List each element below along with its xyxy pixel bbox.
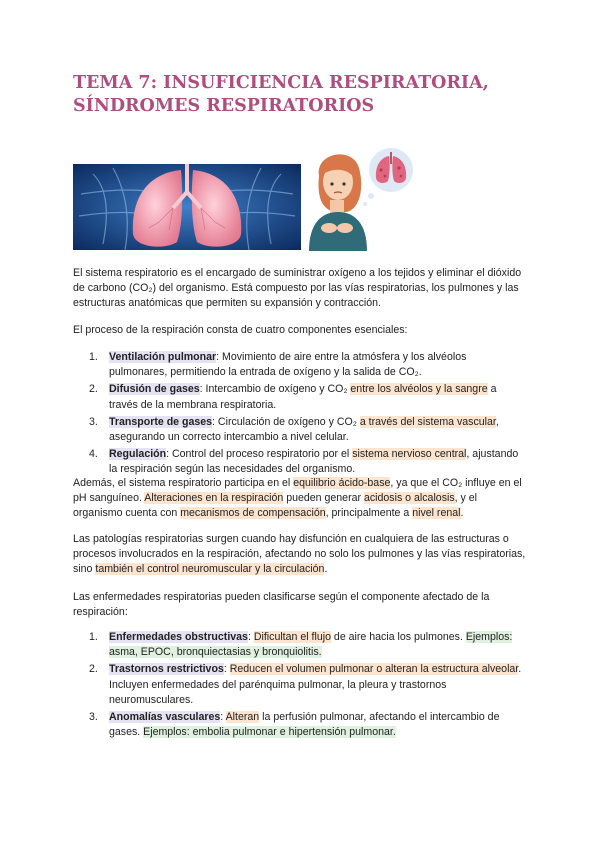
list-item: 3. Transporte de gases: Circulación de oxígeno y CO₂ a través del sistema vascular, asegurando un correcto intercambio a nivel celular. — [89, 415, 499, 444]
highlight: Dificultan el flujo — [253, 631, 331, 643]
intro-paragraph: El sistema respiratorio es el encargado de suministrar oxígeno a los tejidos y eliminar el dióxido de carbono (CO₂) del organismo. Está compuesto por las vías respiratorias, los pulmones y las estructuras anatómicas que permiten su expansión y contracción. — [73, 267, 522, 310]
highlight: Alteran — [225, 711, 260, 724]
highlight: acidosis o alcalosis — [363, 492, 455, 505]
term-regulacion: Regulación — [109, 448, 167, 461]
term-ventilacion: Ventilación pulmonar — [109, 351, 217, 363]
highlight: equilibrio ácido-base — [293, 477, 391, 489]
highlight: también el control neuromuscular y la circulación — [95, 563, 325, 576]
list-item: 2. Difusión de gases: Intercambio de oxígeno y CO₂ entre los alvéolos y la sangre a través de la membrana respiratoria. — [89, 383, 497, 411]
lungs-illustration — [73, 164, 301, 250]
highlight: a través del sistema vascular — [359, 415, 496, 428]
highlight: entre los alvéolos y la sangre — [350, 383, 488, 396]
example-highlight: Ejemplos: asma, EPOC, bronquiectasias y bronquiolitis. — [109, 631, 513, 659]
highlight: mecanismos de compensación — [180, 507, 326, 520]
components-intro: El proceso de la respiración consta de cuatro componentes esenciales: — [73, 324, 408, 336]
title-line-2: SÍNDROMES RESPIRATORIOS — [73, 96, 375, 116]
highlight: Reducen el volumen pulmonar o alteran la estructura alveolar — [229, 663, 519, 676]
list-item: 2. Trastornos restrictivos: Reducen el volumen pulmonar o alteran la estructura alveolar. Incluyen enfermedades del parénquima pulmonar, la pleura y trastornos neuromusculares. — [89, 663, 522, 706]
term-vasculares: Anomalías vasculares — [109, 711, 221, 724]
term-difusion: Difusión de gases — [109, 383, 200, 396]
diseases-list — [73, 630, 527, 742]
term-restrictivos: Trastornos restrictivos — [109, 663, 224, 676]
page-title — [73, 72, 543, 118]
title-line-1: TEMA 7: INSUFICIENCIA RESPIRATORIA, — [73, 73, 489, 93]
example-highlight: Ejemplos: embolia pulmonar e hipertensión pulmonar. — [143, 726, 396, 739]
illustrations — [73, 146, 433, 251]
list-item: 4. Regulación: Control del proceso respiratorio por el sistema nervioso central, ajustando la respiración según las necesidades del organismo. — [89, 448, 519, 476]
list-item: 1. Enfermedades obstructivas: Dificultan el flujo de aire hacia los pulmones. Ejemplos: asma, EPOC, bronquiectasias y bronquiolitis. — [89, 631, 513, 659]
term-obstructivas: Enfermedades obstructivas — [109, 631, 248, 643]
components-list — [73, 350, 527, 480]
classification-intro: Las enfermedades respiratorias pueden clasificarse según el componente afectado de la respiración: — [73, 591, 490, 619]
highlight: sistema nervioso central — [352, 448, 467, 461]
woman-breathing-illustration — [305, 146, 425, 251]
list-item: 1. Ventilación pulmonar: Movimiento de aire entre la atmósfera y los alvéolos pulmonares, permitiendo la entrada de oxígeno y la salida de CO₂. — [89, 351, 467, 379]
acid-base-paragraph: Además, el sistema respiratorio participa en el equilibrio ácido-base, ya que el CO₂ influye en el pH sanguíneo. Alteraciones en la respiración pueden generar acidosis o alcalosis, y el organismo cuenta con mecanismos de compensación, principalmente a nivel renal. — [73, 477, 522, 520]
highlight: Alteraciones en la respiración — [144, 492, 284, 505]
list-item: 3. Anomalías vasculares: Alteran la perfusión pulmonar, afectando el intercambio de gases. Ejemplos: embolia pulmonar e hipertensión pulmonar. — [89, 711, 500, 739]
pathologies-paragraph: Las patologías respiratorias surgen cuando hay disfunción en cualquiera de las estructuras o procesos involucrados en la respiración, afectando no solo los pulmones y las vías respiratorias, sino también el control neuromuscular y la circulación. — [73, 533, 526, 576]
term-transporte: Transporte de gases — [109, 415, 213, 428]
highlight: nivel renal — [412, 507, 461, 520]
